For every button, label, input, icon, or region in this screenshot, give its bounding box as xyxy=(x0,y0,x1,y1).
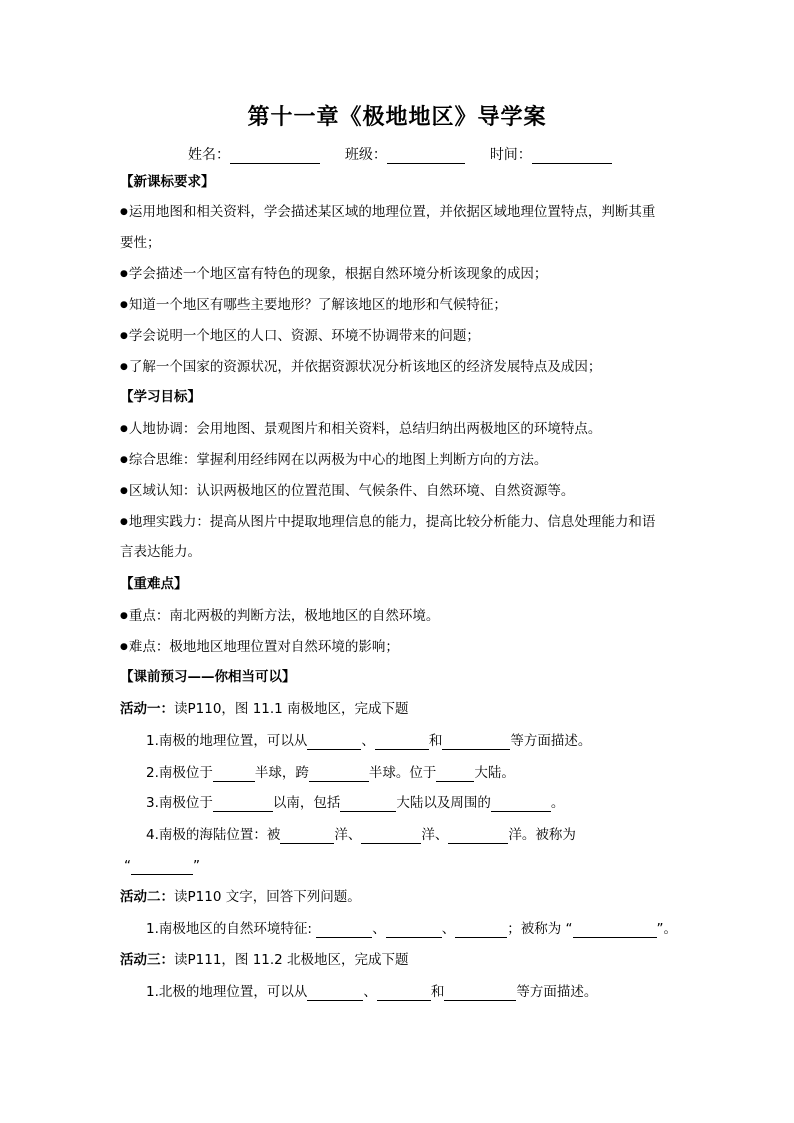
goals-item-continued: 言表达能力。 xyxy=(120,544,201,560)
activity-1 xyxy=(120,700,409,718)
bullet-icon: ● xyxy=(120,331,128,341)
answer-blank[interactable] xyxy=(309,767,369,782)
activity-label: 活动一： xyxy=(120,701,174,717)
question-line: 4.南极的海陆位置：被 洋、 洋、 洋。被称为 xyxy=(146,827,576,843)
bullet-icon: ● xyxy=(120,517,128,527)
answer-blank[interactable] xyxy=(448,829,508,844)
key-point-item: ●难点：极地地区地理位置对自然环境的影响； xyxy=(120,639,399,655)
goals-heading: 【学习目标】 xyxy=(120,389,201,405)
activity-label: 活动三： xyxy=(120,952,174,968)
answer-blank[interactable] xyxy=(307,735,361,750)
bullet-icon: ● xyxy=(120,362,128,372)
key-points-heading: 【重难点】 xyxy=(120,576,188,592)
question-line: 2.南极位于 半球，跨 半球。位于 大陆。 xyxy=(146,765,515,781)
activity-3 xyxy=(120,951,409,969)
class-blank[interactable] xyxy=(387,149,465,164)
bullet-icon: ● xyxy=(120,269,128,279)
bullet-icon: ● xyxy=(120,424,128,434)
bullet-icon: ● xyxy=(120,455,128,465)
standards-item: ●学会说明一个地区的人口、资源、环境不协调带来的问题； xyxy=(120,328,480,344)
activity-instruction: 读P110 文字，回答下列问题。 xyxy=(174,889,361,905)
answer-blank[interactable] xyxy=(316,923,372,938)
question-line: 3.南极位于 以南，包括 大陆以及周围的 。 xyxy=(146,795,565,811)
question-line: 1.南极地区的自然环境特征: 、 、 ；被称为 “ ”。 xyxy=(146,921,678,937)
answer-blank[interactable] xyxy=(307,986,363,1001)
key-point-item: ●重点：南北两极的判断方法，极地地区的自然环境。 xyxy=(120,608,440,624)
standards-item: ●学会描述一个地区富有特色的现象，根据自然环境分析该现象的成因； xyxy=(120,266,548,282)
activity-label: 活动二： xyxy=(120,889,174,905)
answer-blank[interactable] xyxy=(375,735,429,750)
standards-item: ●运用地图和相关资料，学会描述某区域的地理位置，并依据区域地理位置特点，判断其重 xyxy=(120,204,656,220)
answer-blank[interactable] xyxy=(444,986,516,1001)
answer-blank[interactable] xyxy=(340,797,396,812)
bullet-icon: ● xyxy=(120,207,128,217)
answer-blank[interactable] xyxy=(213,767,255,782)
answer-blank[interactable] xyxy=(491,797,551,812)
student-info-line xyxy=(188,144,612,164)
time-blank[interactable] xyxy=(532,149,612,164)
answer-blank[interactable] xyxy=(377,986,431,1001)
question-line: 1.北极的地理位置，可以从 、 和 等方面描述。 xyxy=(146,984,598,1000)
goals-item: ●区域认知：认识两极地区的位置范围、气候条件、自然环境、自然资源等。 xyxy=(120,483,575,499)
page-title: 第十一章《极地地区》导学案 xyxy=(247,104,547,130)
time-label: 时间： xyxy=(489,147,532,163)
preview-heading: 【课前预习——你相当可以】 xyxy=(120,669,296,685)
class-label: 班级： xyxy=(344,147,387,163)
standards-item: ●知道一个地区有哪些主要地形？了解该地区的地形和气候特征； xyxy=(120,297,507,313)
bullet-icon: ● xyxy=(120,300,128,310)
question-line: “ ” xyxy=(124,858,200,874)
standards-heading: 【新课标要求】 xyxy=(120,174,215,190)
bullet-icon: ● xyxy=(120,611,128,621)
bullet-icon: ● xyxy=(120,486,128,496)
answer-blank[interactable] xyxy=(442,735,510,750)
activity-2 xyxy=(120,888,361,906)
name-label: 姓名： xyxy=(188,147,230,163)
answer-blank[interactable] xyxy=(455,923,507,938)
answer-blank[interactable] xyxy=(436,767,474,782)
name-blank[interactable] xyxy=(230,149,320,164)
answer-blank[interactable] xyxy=(213,797,273,812)
activity-instruction: 读P111，图 11.2 北极地区，完成下题 xyxy=(174,952,409,968)
standards-item: ●了解一个国家的资源状况，并依据资源状况分析该地区的经济发展特点及成因； xyxy=(120,359,602,375)
goals-item: ●人地协调：会用地图、景观图片和相关资料，总结归纳出两极地区的环境特点。 xyxy=(120,421,602,437)
answer-blank[interactable] xyxy=(386,923,442,938)
answer-blank[interactable] xyxy=(361,829,421,844)
question-line: 1.南极的地理位置，可以从 、 和 等方面描述。 xyxy=(146,733,592,749)
goals-item: ●地理实践力：提高从图片中提取地理信息的能力，提高比较分析能力、信息处理能力和语 xyxy=(120,514,656,530)
answer-blank[interactable] xyxy=(131,860,193,875)
goals-item: ●综合思维：掌握利用经纬网在以两极为中心的地图上判断方向的方法。 xyxy=(120,452,548,468)
answer-blank[interactable] xyxy=(573,923,657,938)
activity-instruction: 读P110，图 11.1 南极地区，完成下题 xyxy=(174,701,409,717)
standards-item-continued: 要性； xyxy=(120,235,161,251)
bullet-icon: ● xyxy=(120,642,128,652)
answer-blank[interactable] xyxy=(280,829,334,844)
